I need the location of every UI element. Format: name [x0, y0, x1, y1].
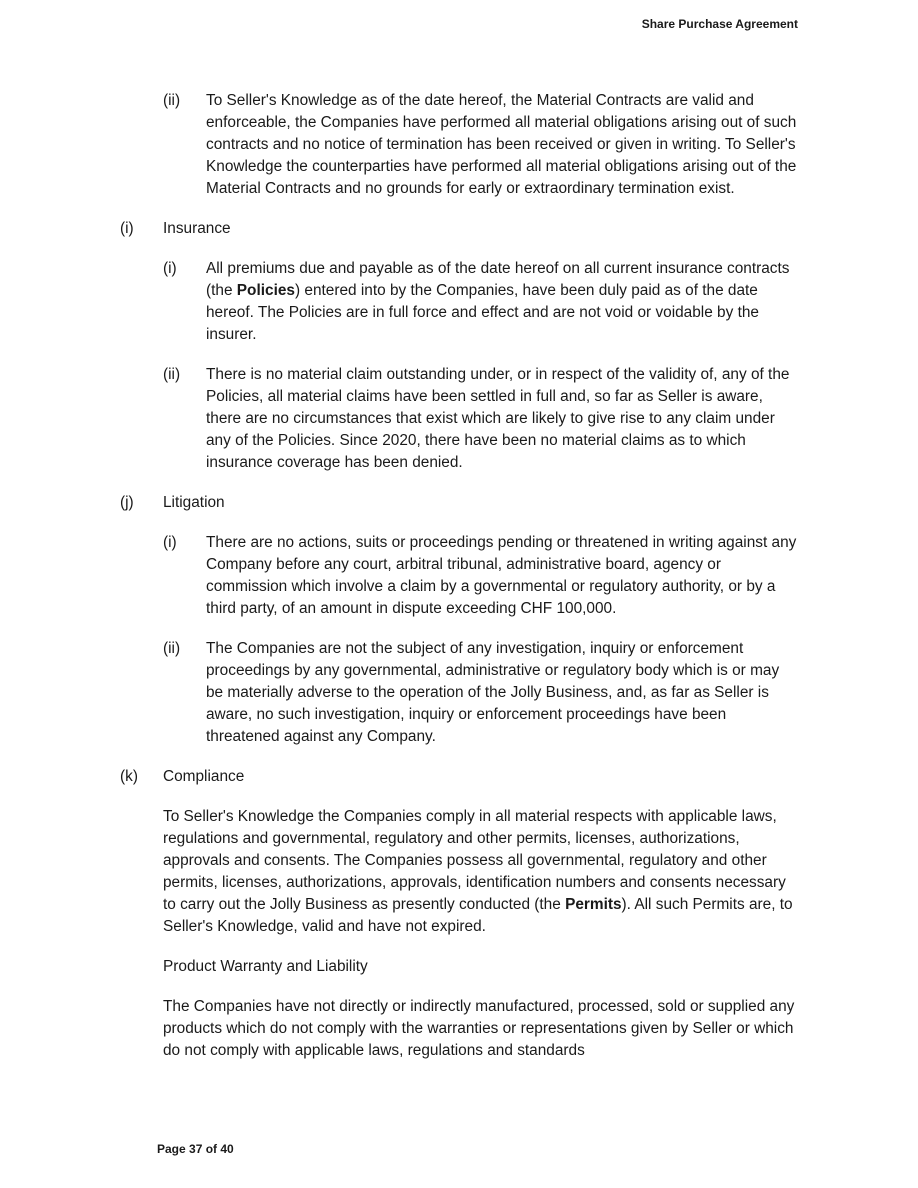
document-title: Share Purchase Agreement	[641, 17, 798, 31]
page-body	[0, 90, 918, 1062]
section-number: (j)	[120, 494, 134, 511]
section-heading-litigation	[0, 492, 918, 514]
clause-text: There is no material claim outstanding under, or in respect of the validity of, any of the Policies, all material claims have been settled in full and, so far as Seller is aware, there are no circumstances that exist which are likely to give rise to any claim under any of the Policies. Since 2020, there have been no material claims as to which insurance coverage has been denied.	[206, 366, 790, 471]
product-warranty-paragraph	[0, 996, 918, 1062]
section-heading-compliance	[0, 766, 918, 788]
section-number: (k)	[120, 768, 138, 785]
compliance-paragraph: To Seller's Knowledge the Companies comply in all material respects with applicable laws, regulations and governmental, regulatory and other permits, licenses, authorizations, approvals and consents. The Companies possess all governmental, regulatory and other permits, licenses, authorizations, approvals, identification numbers and consents necessary to carry out the Jolly Business as presently conducted (the Permits). All such Permits are, to Seller's Knowledge, valid and have not expired.	[163, 808, 793, 935]
clause-number: (ii)	[163, 92, 181, 109]
paragraph-text: The Companies have not directly or indirectly manufactured, processed, sold or supplied any products which do not comply with the warranties or representations given by Seller or which do not comply with applicable laws, regulations and standards	[163, 998, 795, 1059]
section-title: Insurance	[163, 220, 231, 237]
clause-number: (ii)	[163, 640, 181, 657]
clause-number: (i)	[163, 534, 177, 551]
clause-text: The Companies are not the subject of any investigation, inquiry or enforcement proceedings by any governmental, administrative or regulatory body which is or may be materially adverse to the operation of the Jolly Business, and, as far as Seller is aware, no such investigation, inquiry or enforcement proceedings have been threatened against any Company.	[206, 640, 780, 745]
clause-text: To Seller's Knowledge as of the date hereof, the Material Contracts are valid and enforceable, the Companies have performed all material obligations arising out of such contracts and no notice of termination has been received or given in writing. To Seller's Knowledge the counterparties have performed all material obligations arising out of the Material Contracts and no grounds for early or extraordinary termination exist.	[206, 92, 797, 197]
section-title: Compliance	[163, 768, 245, 785]
section-title: Litigation	[163, 494, 225, 511]
section-number: (i)	[120, 220, 134, 237]
clause-litigation-i	[0, 532, 918, 620]
document-header	[642, 17, 798, 31]
page-footer	[157, 1142, 234, 1156]
defined-term-permits: Permits	[565, 896, 622, 913]
clause-text: All premiums due and payable as of the date hereof on all current insurance contracts (the Policies) entered into by the Companies, have been duly paid as of the date hereof. The Policies are in full force and effect and are not void or voidable by the insurer.	[206, 260, 790, 343]
clause-insurance-i	[0, 258, 918, 346]
page-number: Page 37 of 40	[157, 1142, 234, 1156]
clause-text: There are no actions, suits or proceedings pending or threatened in writing against any Company before any court, arbitral tribunal, administrative board, agency or commission which involve a claim by a governmental or regulatory authority, or by a third party, of an amount in dispute exceeding CHF 100,000.	[206, 534, 797, 617]
section-heading-insurance	[0, 218, 918, 240]
section-title: Product Warranty and Liability	[163, 958, 368, 975]
defined-term-policies: Policies	[236, 282, 295, 299]
clause-number: (i)	[163, 260, 177, 277]
clause-number: (ii)	[163, 366, 181, 383]
clause-litigation-ii	[0, 638, 918, 748]
clause-insurance-ii	[0, 364, 918, 474]
clause-prev-ii	[0, 90, 918, 200]
product-warranty-heading	[0, 956, 918, 978]
